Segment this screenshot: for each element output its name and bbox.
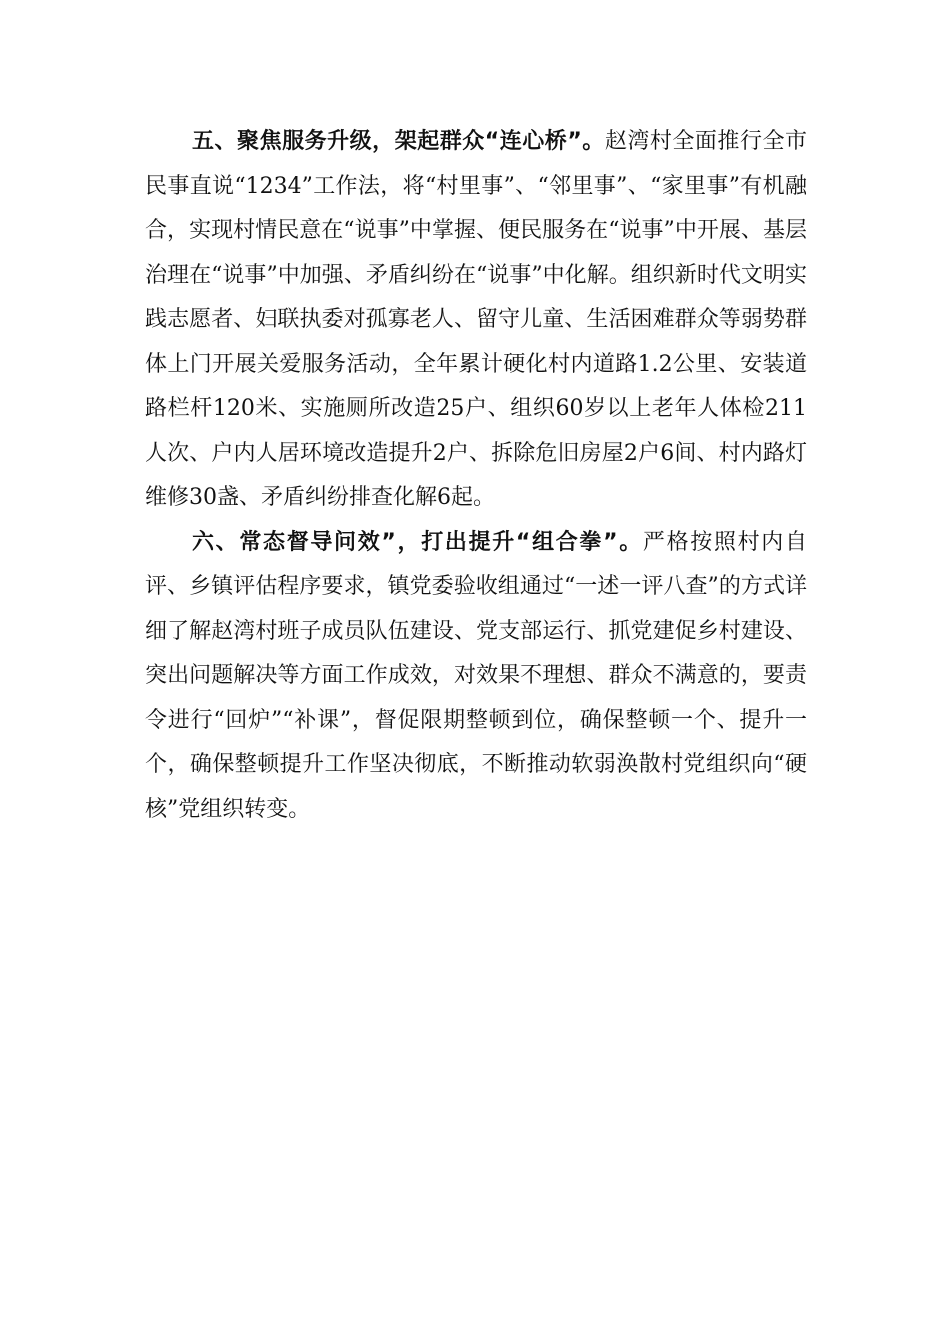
paragraph-6-heading: 六、常态督导问效”，打出提升“组合拳”。: [192, 529, 643, 555]
paragraph-6: [145, 521, 807, 833]
paragraph-5-heading: 五、聚焦服务升级，架起群众“连心桥”。: [192, 129, 605, 154]
paragraph-5: [145, 120, 807, 521]
paragraph-6-text: 严格按照村内自评、乡镇评估程序要求，镇党委验收组通过“一述一评八查”的方式详细了解赵湾村班子成员队伍建设、党支部运行、抓党建促乡村建设、突出问题解决等方面工作成效，对效果不理想、群众不满意的，要责令进行“回炉”“补课”，督促限期整顿到位，确保整顿一个、提升一个，确保整顿提升工作坚决彻底，不断推动软弱涣散村党组织向“硬核”党组织转变。: [145, 529, 807, 822]
document-body: [145, 120, 807, 832]
paragraph-5-text: 赵湾村全面推行全市民事直说“1234”工作法，将“村里事”、“邻里事”、“家里事”有机融合，实现村情民意在“说事”中掌握、便民服务在“说事”中开展、基层治理在“说事”中加强、矛盾纠纷在“说事”中化解。组织新时代文明实践志愿者、妇联执委对孤寡老人、留守儿童、生活困难群众等弱势群体上门开展关爱服务活动，全年累计硬化村内道路1.2公里、安装道路栏杆120米、实施厕所改造25户、组织60岁以上老年人体检211人次、户内人居环境改造提升2户、拆除危旧房屋2户6间、村内路灯维修30盏、矛盾纠纷排查化解6起。: [145, 129, 807, 510]
